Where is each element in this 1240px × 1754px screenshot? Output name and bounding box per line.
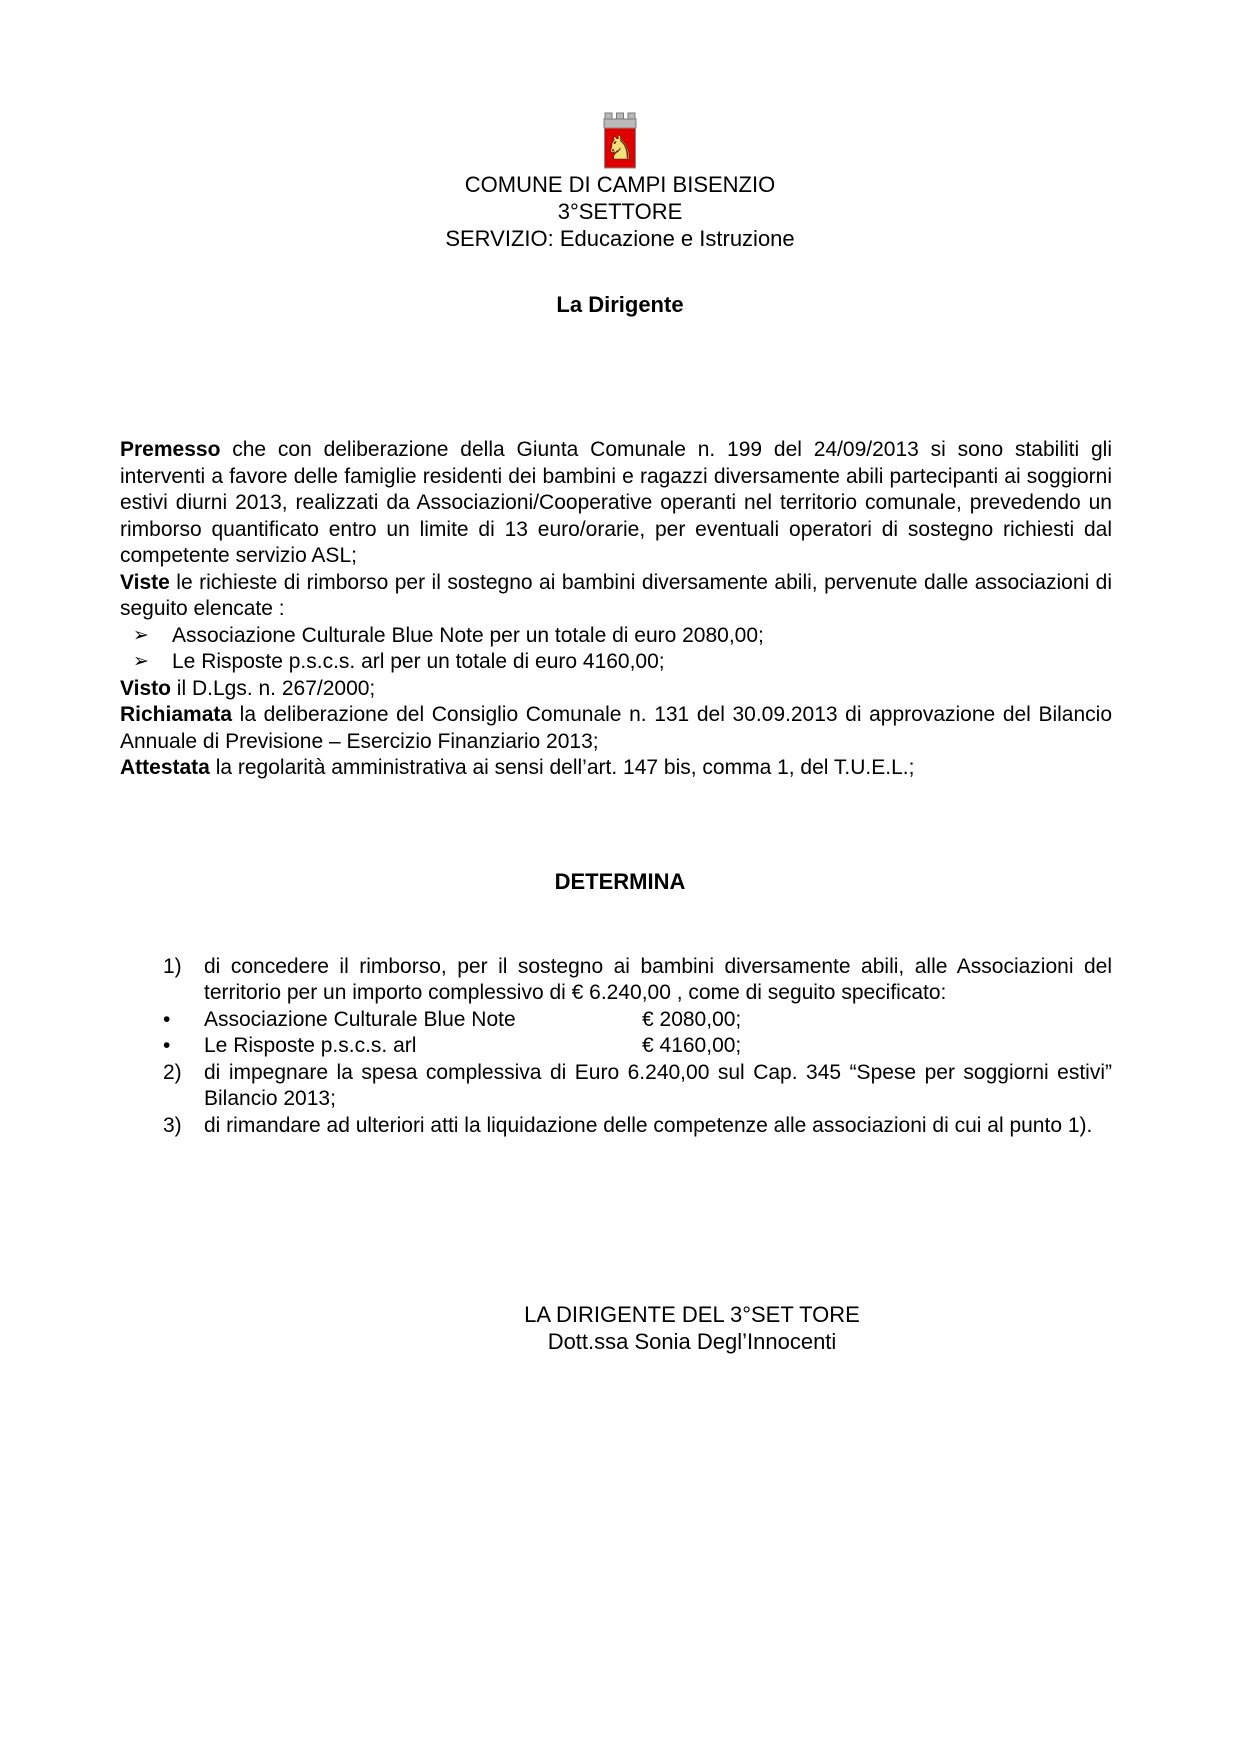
determina-heading: DETERMINA [554, 868, 686, 894]
item-number: 2) [163, 1060, 182, 1084]
item-number: 3) [163, 1113, 182, 1137]
visto-text: il D.Lgs. n. 267/2000; [170, 676, 376, 700]
coat-of-arms-icon [600, 112, 640, 169]
list-item [120, 1007, 1112, 1034]
visto-clause [120, 676, 1112, 703]
premesso-text: che con deliberazione della Giunta Comunale n. 199 del 24/09/2013 si sono stabiliti gli interventi a favore delle famiglie residenti dei bambini e ragazzi diversamente abili partecipanti ai soggiorni estivi diurni 2013, realizzati da Associazioni/Cooperative operanti nel territorio comunale, prevedendo un rimborso quantificato entro un limite di 13 euro/orarie, per eventuali operatori di sostegno richiesti dal competente servizio ASL; [120, 438, 1112, 567]
determina-section [120, 954, 1112, 1140]
list-item [120, 1113, 1112, 1140]
role-title: La Dirigente [556, 292, 684, 317]
list-item [120, 623, 1112, 650]
crest-crown [604, 119, 636, 128]
service-name: SERVIZIO: Educazione e Istruzione [445, 226, 795, 251]
association-amount-row [204, 1033, 1112, 1060]
signature-name: Dott.ssa Sonia Degl’Innocenti [547, 1329, 837, 1354]
arrow-bullet-icon: ➢ [133, 651, 149, 672]
document-header [0, 0, 1240, 252]
item-text: di concedere il rimborso, per il sostegno ai bambini diversamente abili, alle Associazioni del territorio per un importo complessivo di € 6.240,00 , come di seguito specificato: [204, 954, 1112, 1004]
arrow-item-text: Le Risposte p.s.c.s. arl per un totale di euro 4160,00; [172, 650, 665, 673]
association-amount-row [204, 1007, 1112, 1034]
list-item [120, 1033, 1112, 1060]
preamble-section [120, 437, 1112, 782]
premesso-label: Premesso [120, 438, 221, 461]
richiamata-clause [120, 702, 1112, 755]
horse-icon: ♞ [605, 129, 635, 166]
item-number: 1) [163, 954, 182, 978]
arrow-item-text: Associazione Culturale Blue Note per un totale di euro 2080,00; [172, 623, 764, 647]
bullet-icon: • [163, 1007, 171, 1031]
municipality-name: COMUNE DI CAMPI BISENZIO [464, 172, 776, 197]
viste-text: le richieste di rimborso per il sostegno ai bambini diversamente abili, pervenute dalle associazioni di seguito elencate : [120, 570, 1112, 620]
richiamata-text: la deliberazione del Consiglio Comunale n. 131 del 30.09.2013 di approvazione del Bilancio Annuale di Previsione – Esercizio Finanziario 2013; [120, 703, 1112, 753]
premesso-clause [120, 437, 1112, 570]
attestata-label: Attestata [120, 756, 210, 779]
association-amount: € 4160,00; [642, 1034, 742, 1057]
item-text: di impegnare la spesa complessiva di Euro 6.240,00 sul Cap. 345 “Spese per soggiorni estivi” Bilancio 2013; [204, 1060, 1112, 1110]
attestata-text: la regolarità amministrativa ai sensi dell’art. 147 bis, comma 1, del T.U.E.L.; [209, 756, 915, 779]
association-name: Le Risposte p.s.c.s. arl [204, 1034, 417, 1057]
association-amount: € 2080,00; [642, 1007, 742, 1031]
attestata-clause [120, 755, 1112, 782]
association-name: Associazione Culturale Blue Note [204, 1007, 516, 1031]
signature-role: LA DIRIGENTE DEL 3°SET TORE [524, 1302, 860, 1327]
list-item [120, 1060, 1112, 1113]
viste-clause [120, 570, 1112, 623]
visto-label: Visto [120, 676, 171, 700]
richiamata-label: Richiamata [120, 703, 233, 726]
sector-name: 3°SETTORE [557, 199, 683, 224]
arrow-bullet-icon: ➢ [133, 624, 149, 646]
list-item [120, 954, 1112, 1007]
signature-block [0, 1301, 1240, 1355]
viste-label: Viste [120, 570, 170, 594]
list-item [120, 649, 1112, 676]
bullet-icon: • [163, 1034, 171, 1057]
item-text: di rimandare ad ulteriori atti la liquidazione delle competenze alle associazioni di cui al punto 1). [204, 1113, 1093, 1137]
